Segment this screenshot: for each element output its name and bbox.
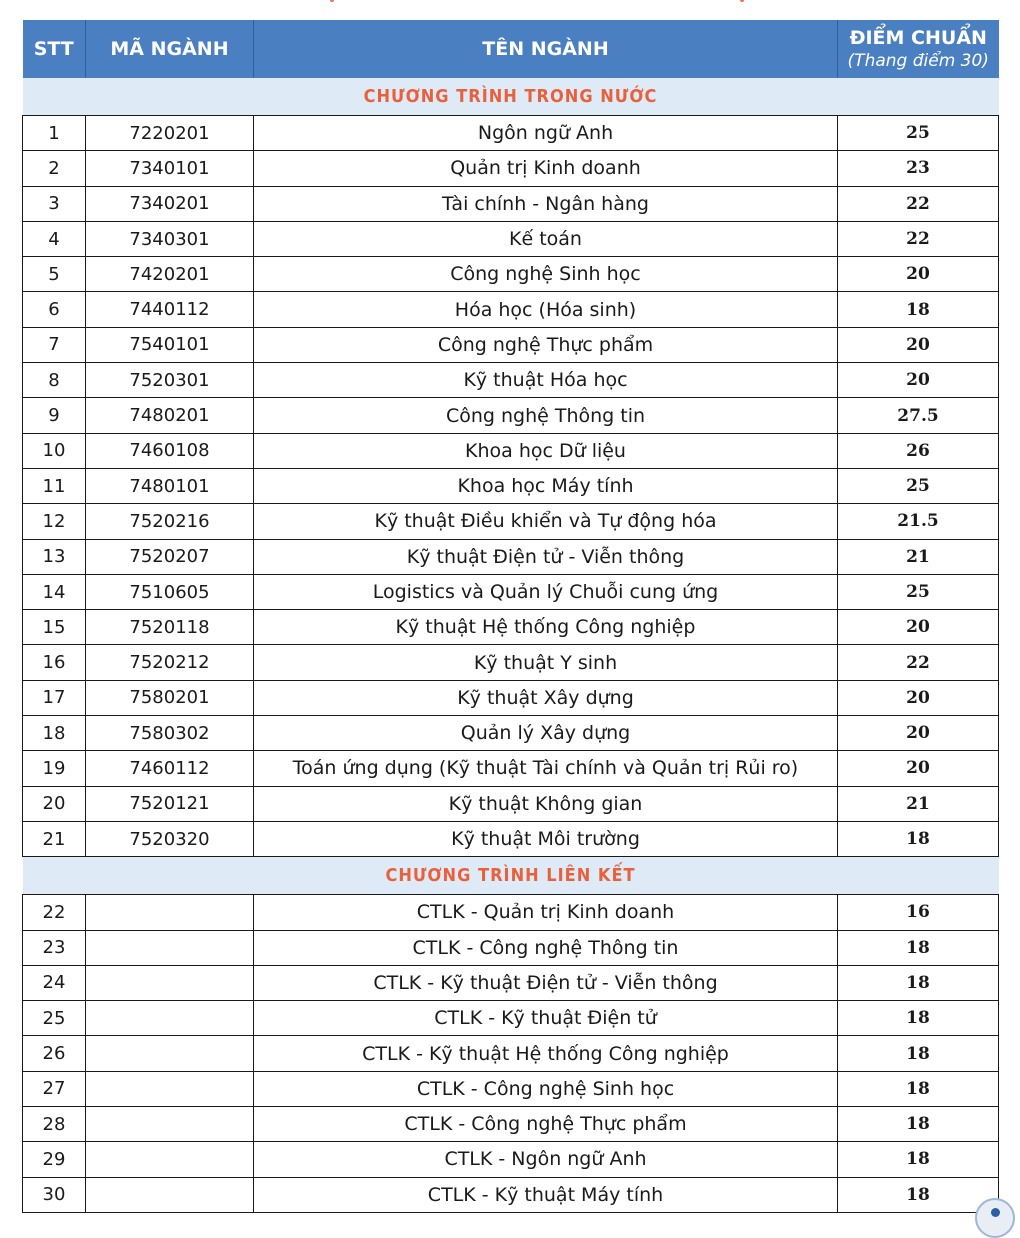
row-name: Kỹ thuật Không gian	[254, 786, 838, 821]
row-stt: 17	[23, 680, 86, 715]
row-stt: 11	[23, 468, 86, 503]
row-stt: 4	[23, 221, 86, 256]
row-stt: 24	[23, 965, 86, 1000]
row-code: 7340101	[86, 151, 254, 186]
row-code	[86, 1107, 254, 1142]
header-score	[838, 20, 999, 78]
row-score: 18	[838, 1177, 999, 1212]
row-code: 7520216	[86, 504, 254, 539]
row-name: Công nghệ Thực phẩm	[254, 327, 838, 362]
table-row	[23, 116, 999, 151]
row-score: 18	[838, 930, 999, 965]
table-row	[23, 821, 999, 856]
row-score: 22	[838, 645, 999, 680]
table-row	[23, 539, 999, 574]
table-row	[23, 468, 999, 503]
row-code: 7340201	[86, 186, 254, 221]
row-score: 16	[838, 895, 999, 930]
row-code	[86, 1177, 254, 1212]
table-row	[23, 930, 999, 965]
table-row	[23, 292, 999, 327]
table-row	[23, 504, 999, 539]
table-row	[23, 574, 999, 609]
row-name: Tài chính - Ngân hàng	[254, 186, 838, 221]
table-row	[23, 1001, 999, 1036]
row-name: CTLK - Kỹ thuật Điện tử	[254, 1001, 838, 1036]
row-stt: 20	[23, 786, 86, 821]
admission-score-table-sheet	[22, 20, 998, 1213]
row-name: Công nghệ Thông tin	[254, 398, 838, 433]
row-stt: 28	[23, 1107, 86, 1142]
row-name: Quản trị Kinh doanh	[254, 151, 838, 186]
row-stt: 12	[23, 504, 86, 539]
row-name: Công nghệ Sinh học	[254, 257, 838, 292]
row-name: Toán ứng dụng (Kỹ thuật Tài chính và Quản trị Rủi ro)	[254, 751, 838, 786]
row-code	[86, 1071, 254, 1106]
row-stt: 29	[23, 1142, 86, 1177]
row-name: Kỹ thuật Điều khiển và Tự động hóa	[254, 504, 838, 539]
watermark-badge-icon	[975, 1198, 1015, 1238]
header-code: MÃ NGÀNH	[86, 20, 254, 78]
table-header	[23, 20, 999, 78]
table-row	[23, 895, 999, 930]
row-code	[86, 1036, 254, 1071]
table-row	[23, 680, 999, 715]
row-name: Kỹ thuật Y sinh	[254, 645, 838, 680]
row-name: Hóa học (Hóa sinh)	[254, 292, 838, 327]
header-name: TÊN NGÀNH	[254, 20, 838, 78]
row-score: 20	[838, 327, 999, 362]
row-code	[86, 1142, 254, 1177]
row-name: Ngôn ngữ Anh	[254, 116, 838, 151]
top-cropped-strip	[0, 0, 1020, 18]
row-stt: 25	[23, 1001, 86, 1036]
row-score: 25	[838, 468, 999, 503]
row-name: Kỹ thuật Hóa học	[254, 363, 838, 398]
row-score: 20	[838, 716, 999, 751]
row-score: 22	[838, 186, 999, 221]
table-row	[23, 186, 999, 221]
row-stt: 19	[23, 751, 86, 786]
table-row	[23, 610, 999, 645]
row-code: 7220201	[86, 116, 254, 151]
row-code: 7580302	[86, 716, 254, 751]
row-stt: 5	[23, 257, 86, 292]
row-name: Kỹ thuật Hệ thống Công nghiệp	[254, 610, 838, 645]
row-name: Kỹ thuật Điện tử - Viễn thông	[254, 539, 838, 574]
row-score: 26	[838, 433, 999, 468]
row-score: 18	[838, 1107, 999, 1142]
row-name: Logistics và Quản lý Chuỗi cung ứng	[254, 574, 838, 609]
row-code: 7460112	[86, 751, 254, 786]
row-name: Khoa học Máy tính	[254, 468, 838, 503]
table-body	[23, 78, 999, 1212]
table-row	[23, 327, 999, 362]
header-score-label: ĐIỂM CHUẨN	[849, 27, 987, 49]
row-score: 18	[838, 1142, 999, 1177]
row-stt: 3	[23, 186, 86, 221]
header-score-scale: (Thang điểm 30)	[847, 51, 989, 71]
row-stt: 10	[23, 433, 86, 468]
row-score: 20	[838, 257, 999, 292]
row-score: 21	[838, 786, 999, 821]
row-score: 22	[838, 221, 999, 256]
section-header-row	[23, 857, 999, 895]
row-score: 27.5	[838, 398, 999, 433]
row-name: CTLK - Công nghệ Thực phẩm	[254, 1107, 838, 1142]
row-score: 20	[838, 363, 999, 398]
table-row	[23, 363, 999, 398]
table-row	[23, 965, 999, 1000]
row-score: 25	[838, 574, 999, 609]
row-name: CTLK - Ngôn ngữ Anh	[254, 1142, 838, 1177]
row-stt: 16	[23, 645, 86, 680]
table-row	[23, 221, 999, 256]
row-stt: 22	[23, 895, 86, 930]
table-row	[23, 1177, 999, 1212]
row-name: Khoa học Dữ liệu	[254, 433, 838, 468]
row-name: CTLK - Công nghệ Sinh học	[254, 1071, 838, 1106]
row-code: 7520212	[86, 645, 254, 680]
row-stt: 7	[23, 327, 86, 362]
table-row	[23, 1071, 999, 1106]
table-row	[23, 716, 999, 751]
row-score: 18	[838, 292, 999, 327]
row-code: 7520118	[86, 610, 254, 645]
row-stt: 18	[23, 716, 86, 751]
row-stt: 30	[23, 1177, 86, 1212]
section-title: CHƯƠNG TRÌNH TRONG NƯỚC	[23, 78, 999, 116]
table-row	[23, 1107, 999, 1142]
row-score: 20	[838, 680, 999, 715]
row-code: 7480101	[86, 468, 254, 503]
section-header-row	[23, 78, 999, 116]
row-name: CTLK - Công nghệ Thông tin	[254, 930, 838, 965]
row-stt: 1	[23, 116, 86, 151]
row-name: Kế toán	[254, 221, 838, 256]
admission-score-table	[22, 20, 999, 1213]
row-name: Kỹ thuật Xây dựng	[254, 680, 838, 715]
row-code: 7580201	[86, 680, 254, 715]
table-row	[23, 398, 999, 433]
row-score: 25	[838, 116, 999, 151]
row-code: 7460108	[86, 433, 254, 468]
row-code	[86, 930, 254, 965]
table-row	[23, 645, 999, 680]
row-score: 21.5	[838, 504, 999, 539]
row-name: Quản lý Xây dựng	[254, 716, 838, 751]
row-name: CTLK - Kỹ thuật Máy tính	[254, 1177, 838, 1212]
row-stt: 15	[23, 610, 86, 645]
row-score: 18	[838, 1036, 999, 1071]
row-code: 7520320	[86, 821, 254, 856]
row-code: 7520207	[86, 539, 254, 574]
row-stt: 6	[23, 292, 86, 327]
row-code: 7440112	[86, 292, 254, 327]
row-score: 20	[838, 610, 999, 645]
row-stt: 14	[23, 574, 86, 609]
row-name: CTLK - Kỹ thuật Hệ thống Công nghiệp	[254, 1036, 838, 1071]
cropped-mark	[740, 0, 744, 2]
header-stt: STT	[23, 20, 86, 78]
row-code: 7520121	[86, 786, 254, 821]
row-name: CTLK - Kỹ thuật Điện tử - Viễn thông	[254, 965, 838, 1000]
table-row	[23, 786, 999, 821]
row-code: 7540101	[86, 327, 254, 362]
row-score: 20	[838, 751, 999, 786]
row-score: 18	[838, 1071, 999, 1106]
row-stt: 2	[23, 151, 86, 186]
table-row	[23, 751, 999, 786]
table-row	[23, 433, 999, 468]
table-row	[23, 151, 999, 186]
row-code	[86, 1001, 254, 1036]
row-stt: 8	[23, 363, 86, 398]
row-code	[86, 895, 254, 930]
row-stt: 27	[23, 1071, 86, 1106]
row-name: CTLK - Quản trị Kinh doanh	[254, 895, 838, 930]
row-score: 18	[838, 821, 999, 856]
row-code: 7420201	[86, 257, 254, 292]
row-stt: 23	[23, 930, 86, 965]
row-stt: 21	[23, 821, 86, 856]
row-stt: 13	[23, 539, 86, 574]
row-score: 21	[838, 539, 999, 574]
row-score: 18	[838, 1001, 999, 1036]
row-code: 7520301	[86, 363, 254, 398]
row-stt: 9	[23, 398, 86, 433]
table-row	[23, 1036, 999, 1071]
row-code: 7510605	[86, 574, 254, 609]
section-title: CHƯƠNG TRÌNH LIÊN KẾT	[23, 857, 999, 895]
row-code: 7480201	[86, 398, 254, 433]
row-score: 23	[838, 151, 999, 186]
row-code	[86, 965, 254, 1000]
table-row	[23, 1142, 999, 1177]
row-score: 18	[838, 965, 999, 1000]
row-stt: 26	[23, 1036, 86, 1071]
row-code: 7340301	[86, 221, 254, 256]
cropped-mark	[330, 0, 334, 2]
table-row	[23, 257, 999, 292]
row-name: Kỹ thuật Môi trường	[254, 821, 838, 856]
